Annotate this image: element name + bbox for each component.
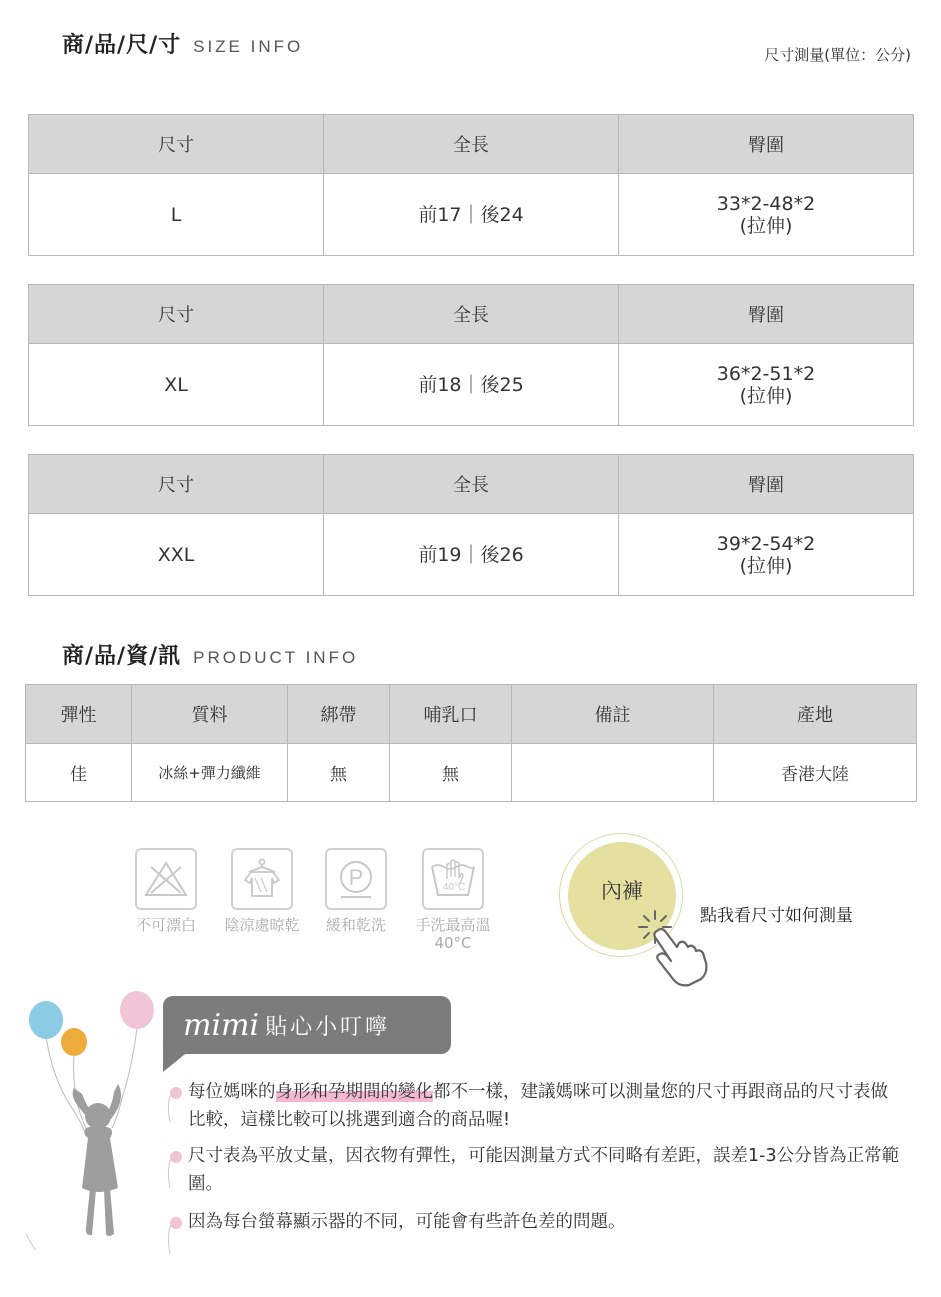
header-origin: 產地 — [714, 685, 917, 744]
care-no-bleach — [121, 848, 211, 934]
header-material: 質料 — [132, 685, 288, 744]
tip-text — [170, 1078, 900, 1134]
size-info-title — [62, 28, 303, 59]
measure-category: 內褲 — [601, 879, 643, 903]
care-label: 緩和乾洗 — [325, 916, 386, 934]
hip-note: (拉伸) — [739, 554, 793, 577]
hand-wash-icon — [422, 848, 484, 910]
care-shade-dry — [217, 848, 307, 934]
hip-cell — [619, 514, 914, 596]
tip-text-part: 每位媽咪的 — [188, 1082, 276, 1102]
bullet-dot — [170, 1151, 182, 1163]
care-label: 陰涼處晾乾 — [224, 916, 300, 934]
hand-wash-temp: 40°C — [442, 882, 466, 893]
header-strap: 綁帶 — [288, 685, 390, 744]
unit-note: 尺寸測量(單位：公分) — [764, 46, 911, 64]
nursing-value: 無 — [390, 744, 512, 802]
care-gentle-dry-clean — [311, 848, 401, 934]
header-size: 尺寸 — [29, 455, 324, 514]
product-title-zh: 商/品/資/訊 — [62, 644, 182, 669]
header-hip: 臀圍 — [619, 115, 914, 174]
tip-text: 尺寸表為平放丈量，因衣物有彈性，可能因測量方式不同略有差距，誤差1-3公分皆為正常範圍。 — [188, 1146, 900, 1194]
balloon-orange — [61, 1028, 87, 1056]
remarks-value — [512, 744, 714, 802]
size-title-zh: 商/品/尺/寸 — [62, 33, 182, 58]
shade-dry-icon — [231, 848, 293, 910]
brand-logo: mimi — [183, 1007, 260, 1043]
product-title-en: PRODUCT INFO — [193, 648, 359, 667]
tips-title: 貼心小叮嚀 — [265, 1014, 391, 1040]
dry-clean-letter: P — [348, 865, 364, 890]
hip-note: (拉伸) — [739, 384, 793, 407]
length-value: 前18｜後25 — [324, 344, 619, 426]
size-value: XXL — [29, 514, 324, 596]
hip-note: (拉伸) — [739, 214, 793, 237]
tip-item-1 — [170, 1078, 900, 1134]
header-nursing: 哺乳口 — [390, 685, 512, 744]
hip-value: 39*2-54*2 — [716, 532, 816, 555]
bullet-dot — [170, 1217, 182, 1229]
header-hip: 臀圍 — [619, 285, 914, 344]
size-title-en: SIZE INFO — [193, 37, 304, 56]
gentle-dry-clean-icon — [325, 848, 387, 910]
size-table-xxl — [28, 454, 914, 596]
product-info-table — [25, 684, 917, 802]
girl-silhouette — [73, 1084, 121, 1236]
care-label: 不可漂白 — [135, 916, 196, 934]
origin-value: 香港大陸 — [714, 744, 917, 802]
hip-cell — [619, 344, 914, 426]
tip-highlight: 身形和孕期間的變化 — [275, 1082, 433, 1102]
balloon-blue — [29, 1001, 63, 1039]
size-table-xl — [28, 284, 914, 426]
girl-balloons-illustration — [22, 988, 172, 1258]
hip-cell — [619, 174, 914, 256]
care-label: 手洗最高溫 — [415, 916, 491, 934]
header-hip: 臀圍 — [619, 455, 914, 514]
no-bleach-icon — [135, 848, 197, 910]
length-value: 前19｜後26 — [324, 514, 619, 596]
header-size: 尺寸 — [29, 115, 324, 174]
header-length: 全長 — [324, 115, 619, 174]
header-length: 全長 — [324, 455, 619, 514]
header-remarks: 備註 — [512, 685, 714, 744]
tip-text-part: 都不一樣，建議媽咪可以測量您的尺寸再跟商品的尺寸表做比較，這樣比較可以挑選到適合的商品喔! — [188, 1082, 888, 1130]
tip-item-3 — [170, 1208, 900, 1236]
strap-value: 無 — [288, 744, 390, 802]
how-to-measure-link[interactable]: 點我看尺寸如何測量 — [700, 906, 853, 926]
bubble-tail — [163, 1046, 195, 1072]
product-info-title — [62, 639, 358, 670]
size-value: L — [29, 174, 324, 256]
hip-value: 36*2-51*2 — [716, 362, 816, 385]
care-sub: 40°C — [434, 934, 472, 952]
care-hand-wash — [408, 848, 498, 952]
balloon-pink — [120, 991, 154, 1029]
header-elasticity: 彈性 — [26, 685, 132, 744]
hip-value: 33*2-48*2 — [716, 192, 816, 215]
tips-bubble — [163, 996, 451, 1054]
size-table-l — [28, 114, 914, 256]
tip-text: 因為每台螢幕顯示器的不同，可能會有些許色差的問題。 — [188, 1212, 626, 1232]
elasticity-value: 佳 — [26, 744, 132, 802]
tip-item-2 — [170, 1142, 900, 1198]
length-value: 前17｜後24 — [324, 174, 619, 256]
size-value: XL — [29, 344, 324, 426]
header-length: 全長 — [324, 285, 619, 344]
material-value: 冰絲+彈力纖維 — [132, 744, 288, 802]
header-size: 尺寸 — [29, 285, 324, 344]
bullet-dot — [170, 1087, 182, 1099]
